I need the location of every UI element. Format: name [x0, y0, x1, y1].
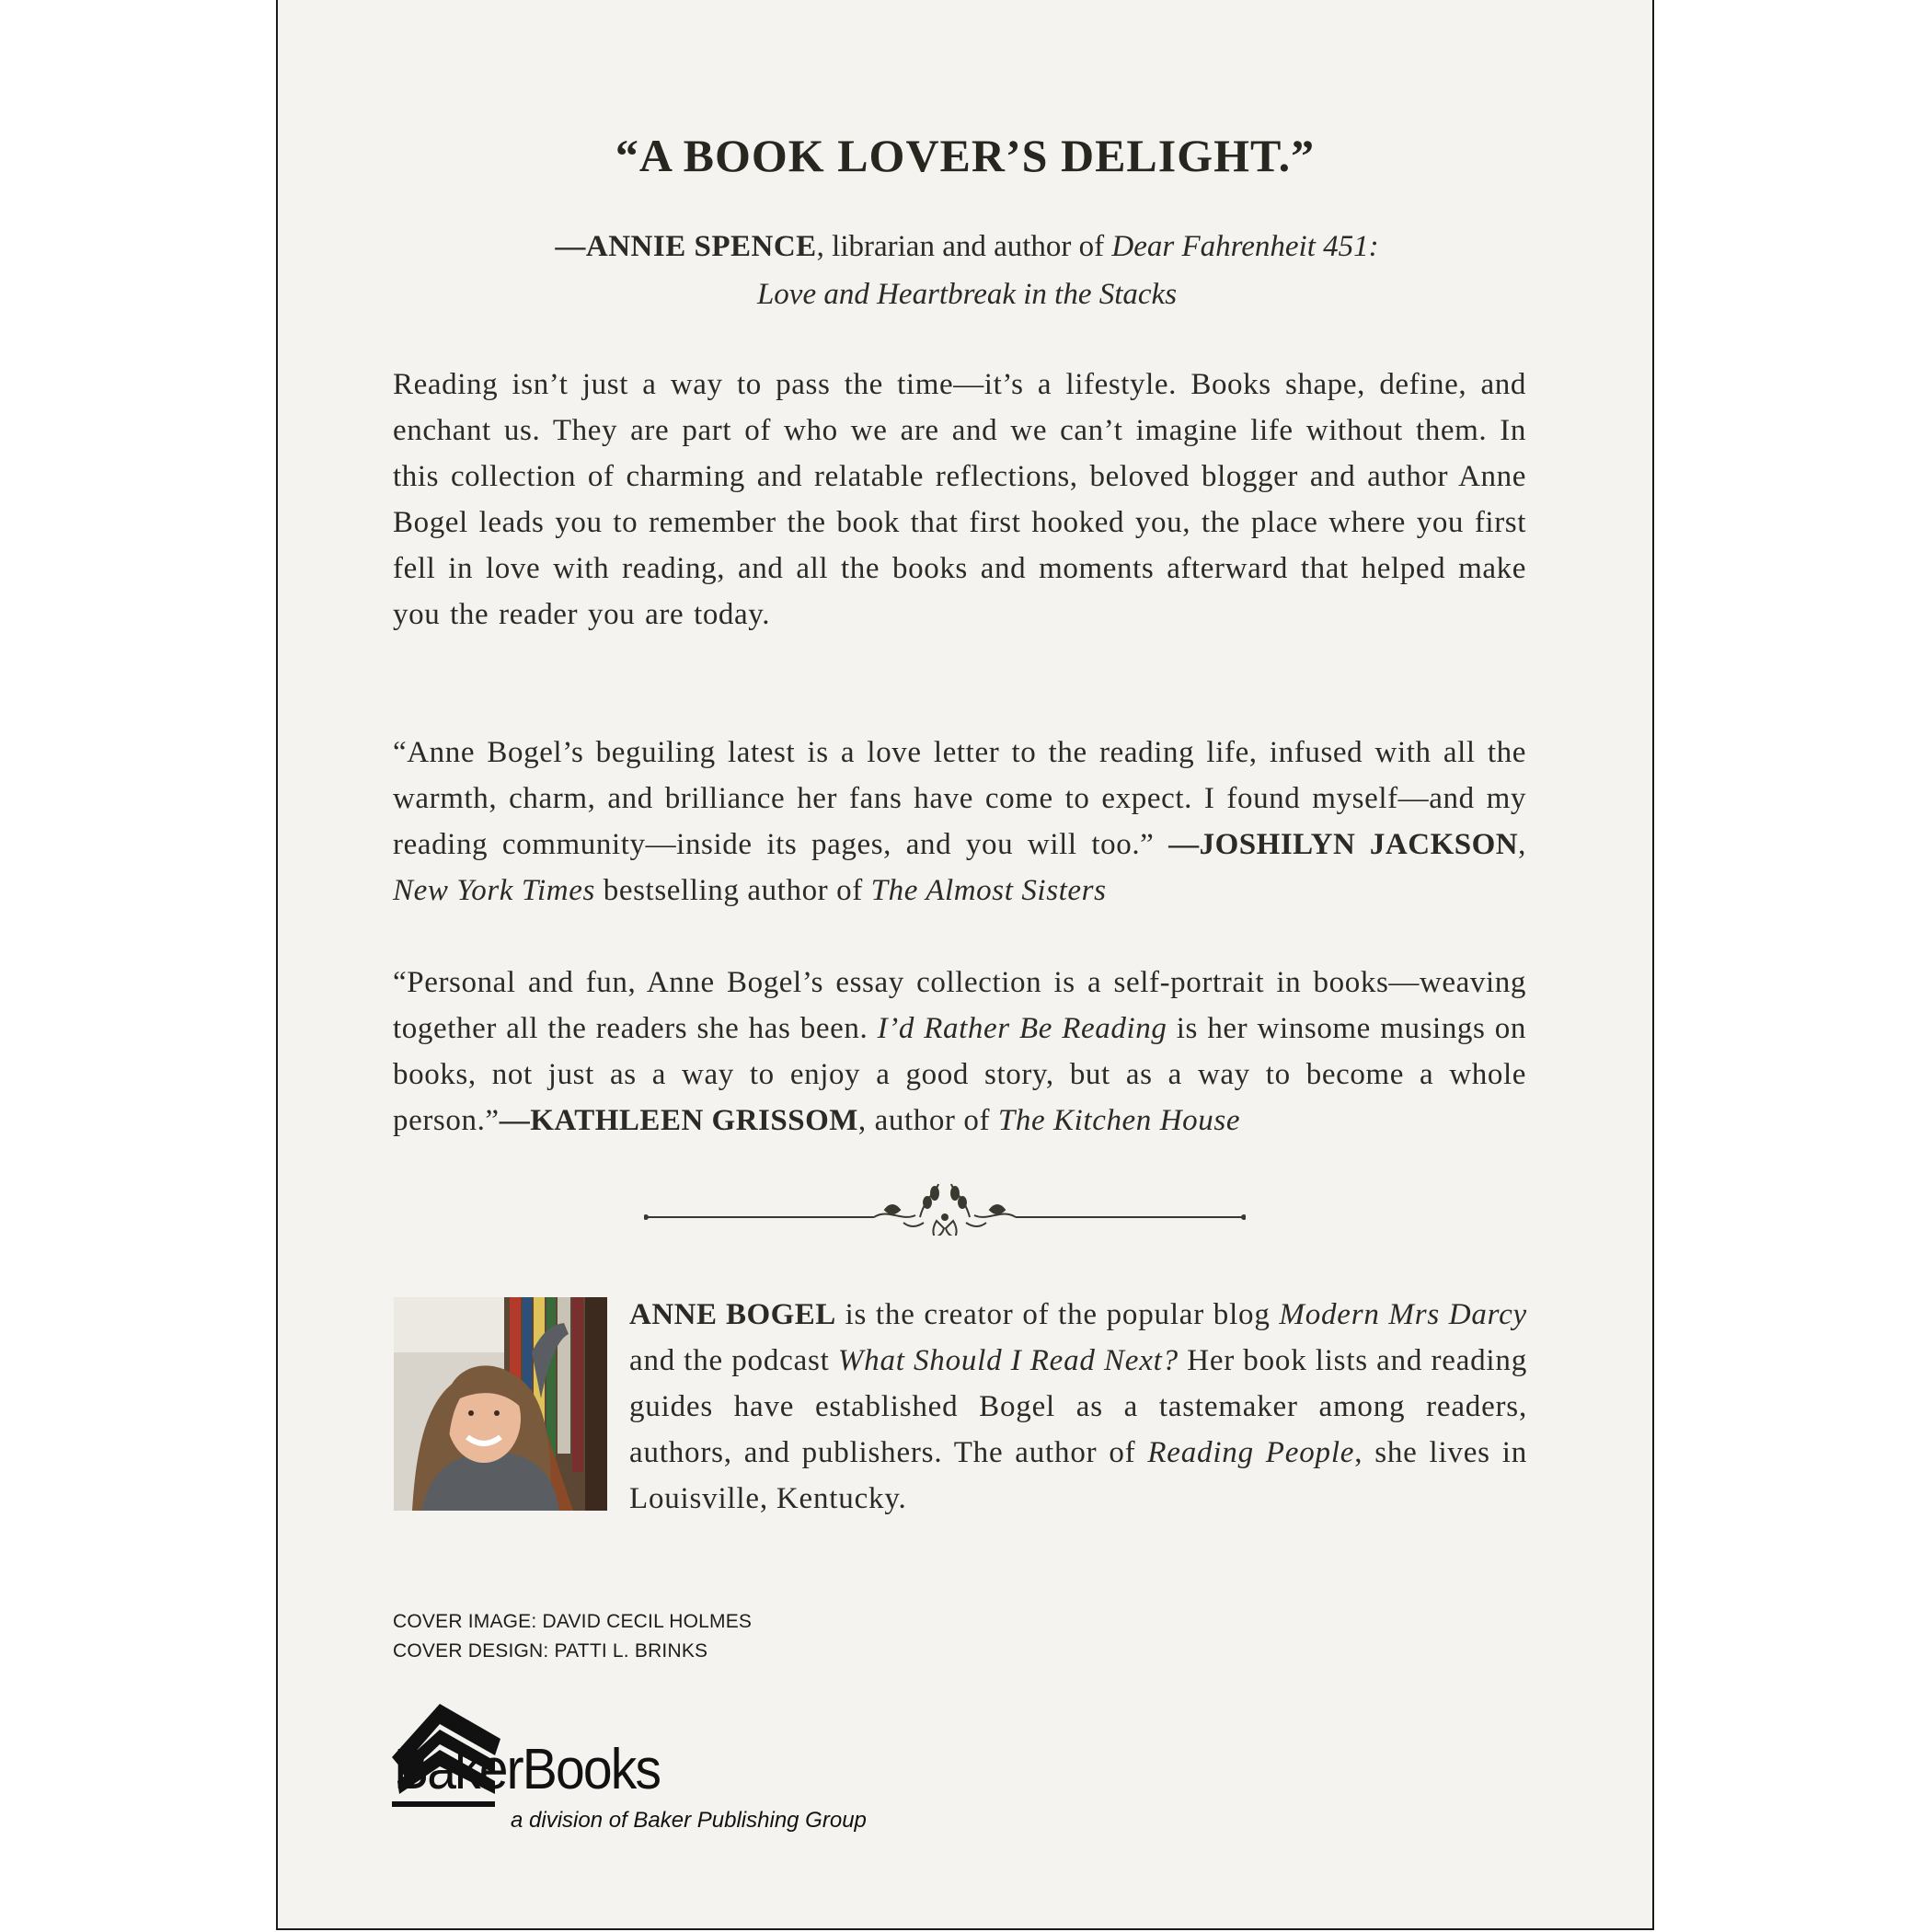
author-name: ANNE BOGEL — [629, 1298, 836, 1331]
endorser-book-subtitle: Love and Heartbreak in the Stacks — [756, 278, 1178, 311]
cover-image-credit: COVER IMAGE: DAVID CECIL HOLMES — [393, 1611, 753, 1632]
quoted-book-title: I’d Rather Be Reading — [877, 1012, 1167, 1045]
bio-text: and the podcast — [629, 1344, 838, 1377]
book-back-cover — [276, 0, 1654, 1930]
endorsement-quote-part-a: “Personal and fun, Anne Bogel’s essay collection is a self-portrait in books—weaving together all the readers she has been. — [393, 966, 1526, 1045]
endorsement-quote-part-b: is her winsome musings on books, not just as a way to enjoy a good story, but as a way to become a whole person.” — [393, 1012, 1526, 1137]
bio-text: Her book lists and reading guides have established Bogel as a tastemaker among readers, authors, and publishers. The author of — [629, 1344, 1528, 1469]
endorsement-joshilyn-jackson — [393, 730, 1526, 914]
bio-text: is the creator of the popular blog — [835, 1298, 1280, 1331]
endorser-comma: , — [1518, 828, 1526, 861]
publisher-name: BakerBooks — [394, 1738, 661, 1801]
endorser-name: —ANNIE SPENCE — [555, 230, 817, 263]
endorsement-annie-spence — [370, 223, 1564, 318]
floral-divider-ornament — [644, 1180, 1246, 1236]
endorser-book-title: Dear Fahrenheit 451: — [1111, 230, 1379, 263]
endorser-book-title: The Kitchen House — [997, 1104, 1241, 1137]
author-photo — [394, 1297, 607, 1511]
author-bio — [629, 1292, 1527, 1522]
endorsement-kathleen-grissom — [393, 960, 1526, 1144]
book-title: Reading People — [1147, 1436, 1355, 1469]
endorsement-quote: “Anne Bogel’s beguiling latest is a love letter to the reading life, infused with all the warmth, charm, and brilliance her fans have come to expect. I found myself—and my reading community—inside its pages, and you will too.” — [393, 736, 1526, 861]
endorser-book-title: The Almost Sisters — [870, 874, 1107, 907]
blog-title: Modern Mrs Darcy — [1279, 1298, 1527, 1331]
headline-quote: “A BOOK LOVER’S DELIGHT.” — [615, 130, 1316, 181]
endorser-role: , author of — [857, 1104, 998, 1137]
endorser-name: —KATHLEEN GRISSOM — [499, 1104, 858, 1137]
book-description: Reading isn’t just a way to pass the time—it’s a lifestyle. Books shape, define, and enchant us. They are part of who we are and we can’t imagine life without them. In this collection of charming and relatable reflections, beloved blogger and author Anne Bogel leads you to remember the book that first hooked you, the place where you first fell in love with reading, and all the books and moments afterward that helped make you the reader you are today. — [393, 368, 1526, 631]
endorser-role: , librarian and author of — [816, 230, 1112, 263]
publisher-tagline: a division of Baker Publishing Group — [511, 1808, 867, 1833]
bio-text: , she lives in Louisville, Kentucky. — [629, 1436, 1528, 1515]
endorser-publication: New York Times — [393, 874, 595, 907]
podcast-title: What Should I Read Next? — [837, 1344, 1179, 1377]
endorser-role: bestselling author of — [594, 874, 871, 907]
cover-credits — [393, 1607, 752, 1666]
endorser-name: —JOSHILYN JACKSON — [1168, 828, 1519, 861]
cover-design-credit: COVER DESIGN: PATTI L. BRINKS — [393, 1640, 708, 1662]
